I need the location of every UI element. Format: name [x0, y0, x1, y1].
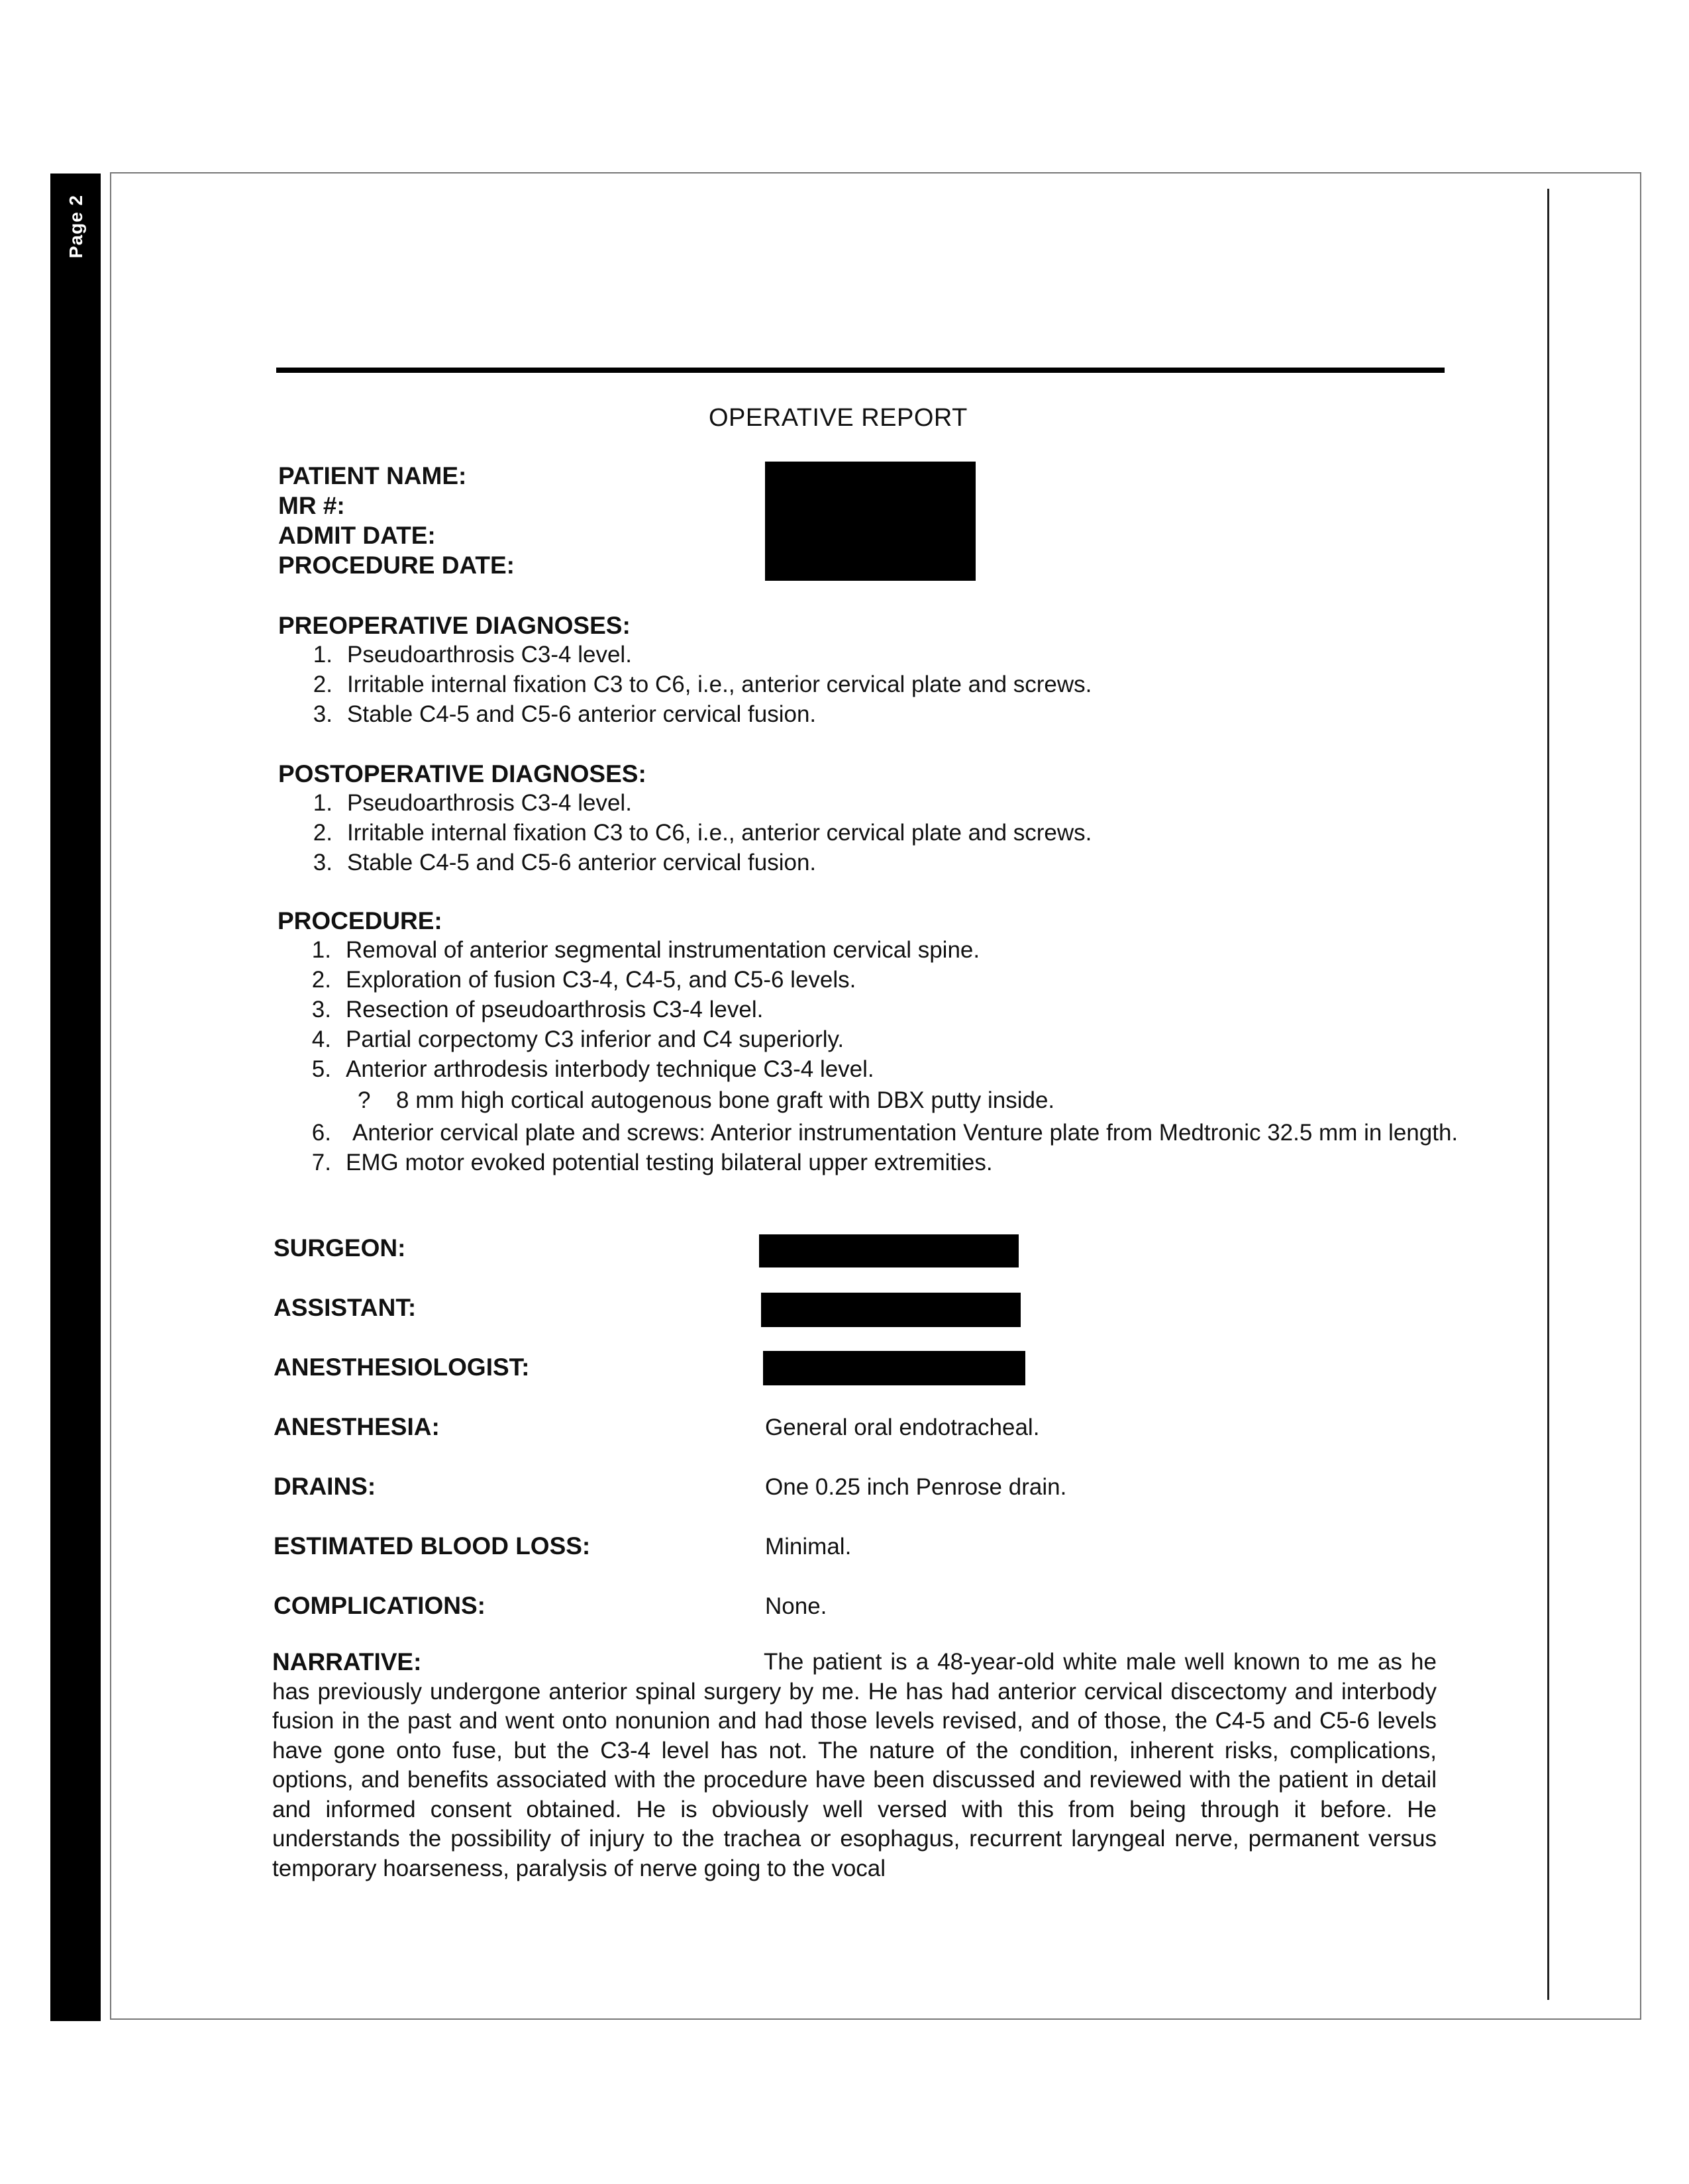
list-item: 2. Exploration of fusion C3-4, C4-5, and C5-6 levels.: [311, 967, 856, 993]
list-item: 4. Partial corpectomy C3 inferior and C4 superiorly.: [311, 1026, 844, 1052]
postop-heading: POSTOPERATIVE DIAGNOSES:: [278, 760, 646, 787]
complications-value: None.: [765, 1593, 827, 1619]
margin-line: [1547, 189, 1549, 2000]
sub-bullet-marker: ?: [358, 1087, 371, 1113]
list-item: 5. Anterior arthrodesis interbody technique C3-4 level.: [311, 1056, 874, 1082]
list-item: 3. Stable C4-5 and C5-6 anterior cervical fusion.: [313, 850, 817, 875]
drains-value: One 0.25 inch Penrose drain.: [765, 1474, 1067, 1500]
mr-number-label: MR #:: [278, 492, 345, 519]
redaction-anesthesiologist: [763, 1351, 1025, 1385]
page-number-label: Page 2: [66, 194, 86, 259]
surgeon-label: SURGEON:: [274, 1234, 406, 1262]
narrative-label: NARRATIVE:: [272, 1648, 422, 1675]
anesthesia-value: General oral endotracheal.: [765, 1415, 1040, 1440]
procedure-date-label: PROCEDURE DATE:: [278, 552, 515, 579]
list-item: 2. Irritable internal fixation C3 to C6, i.e., anterior cervical plate and screws.: [313, 671, 1092, 697]
procedure-heading: PROCEDURE:: [278, 907, 442, 934]
list-item: 2. Irritable internal fixation C3 to C6, i.e., anterior cervical plate and screws.: [313, 820, 1092, 846]
list-item: 3. Stable C4-5 and C5-6 anterior cervical fusion.: [313, 701, 817, 727]
blood-loss-value: Minimal.: [765, 1534, 852, 1560]
list-item: 7. EMG motor evoked potential testing bilateral upper extremities.: [311, 1150, 993, 1175]
narrative-text: The patient is a 48-year-old white male well known to me as he has previously undergone anterior spinal surgery by me. He has had anterior cervical discectomy and interbody fusion in the past and went onto nonunion and had those levels revised, and of those, the C4-5 and C5-6 levels have gone onto fuse, but the C3-4 level has not. The nature of the condition, inherent risks, complications, options, and benefits associated with the procedure have been discussed and reviewed with the patient in detail and informed consent obtained. He is obviously well versed with this from being through it before. He understands the possibility of injury to the trachea or esophagus, recurrent laryngeal nerve, permanent versus temporary hoarseness, paralysis of nerve going to the vocal: [272, 1649, 1437, 1881]
redaction-surgeon: [759, 1234, 1019, 1267]
list-item: 1. Pseudoarthrosis C3-4 level.: [313, 790, 632, 816]
page-sidebar: [50, 174, 101, 2021]
admit-date-label: ADMIT DATE:: [278, 522, 436, 549]
blood-loss-label: ESTIMATED BLOOD LOSS:: [274, 1532, 591, 1560]
list-item: 1. Pseudoarthrosis C3-4 level.: [313, 642, 632, 668]
header-rule: [276, 368, 1445, 373]
page-number-tab: [59, 187, 93, 266]
sub-bullet-text: 8 mm high cortical autogenous bone graft with DBX putty inside.: [396, 1087, 1055, 1113]
redaction-assistant: [761, 1293, 1021, 1327]
assistant-label: ASSISTANT:: [274, 1294, 417, 1321]
list-item: 1. Removal of anterior segmental instrumentation cervical spine.: [311, 937, 980, 963]
anesthesiologist-label: ANESTHESIOLOGIST:: [274, 1354, 530, 1381]
procedure-list: [305, 935, 980, 1084]
patient-name-label: PATIENT NAME:: [278, 462, 467, 489]
preop-list: [306, 640, 1092, 729]
anesthesia-label: ANESTHESIA:: [274, 1413, 440, 1440]
postop-list: [306, 788, 1092, 877]
complications-label: COMPLICATIONS:: [274, 1592, 486, 1619]
list-item: 6. Anterior cervical plate and screws: Anterior instrumentation Venture plate from Medtronic 32.5 mm in length.: [311, 1120, 1459, 1146]
drains-label: DRAINS:: [274, 1473, 376, 1500]
redaction-header: [765, 462, 976, 581]
procedure-list-continued: [305, 1118, 1472, 1177]
report-title: OPERATIVE REPORT: [709, 404, 968, 432]
preop-heading: PREOPERATIVE DIAGNOSES:: [278, 612, 631, 639]
list-item: 3. Resection of pseudoarthrosis C3-4 level.: [311, 997, 764, 1022]
